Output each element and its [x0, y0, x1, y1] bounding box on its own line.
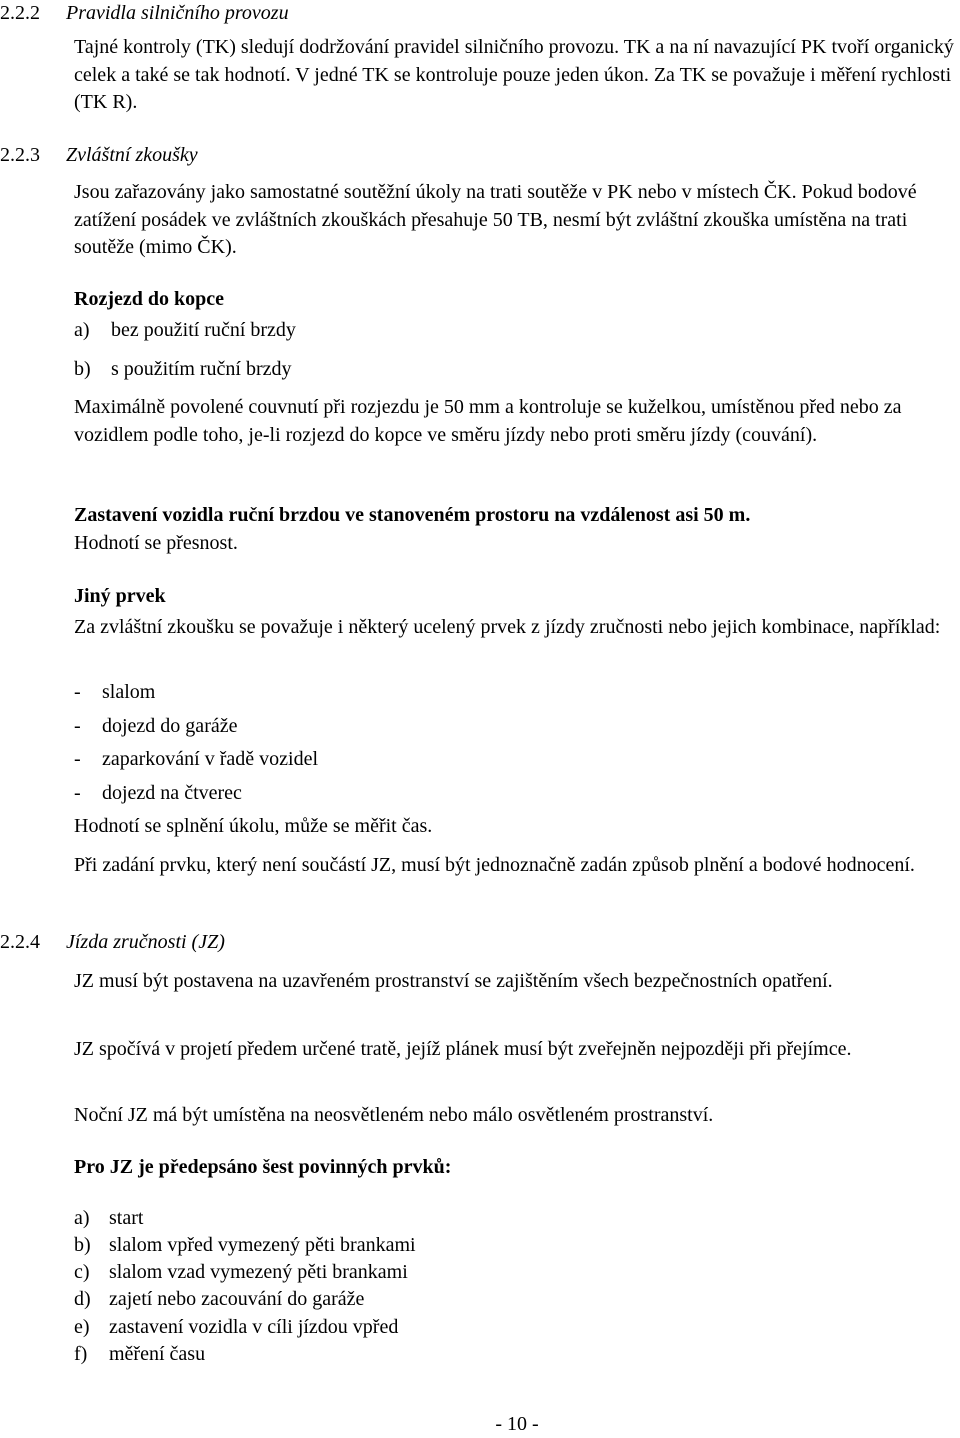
- section-number: 2.2.3: [0, 144, 40, 166]
- list-item: [74, 1341, 205, 1368]
- list-item: [74, 746, 318, 773]
- section-title: Pravidla silničního provozu: [66, 2, 289, 24]
- list-item: [74, 679, 155, 706]
- list-item-text: slalom vpřed vymezený pěti brankami: [109, 1234, 416, 1256]
- list-item-text: start: [109, 1207, 144, 1229]
- list-marker: b): [74, 1234, 91, 1256]
- list-item: [74, 780, 242, 807]
- list-item-text: zastavení vozidla v cíli jízdou vpřed: [109, 1316, 399, 1338]
- list-item-text: slalom vzad vymezený pěti brankami: [109, 1261, 408, 1283]
- list-item-text: slalom: [102, 681, 156, 703]
- list-marker: -: [74, 782, 81, 804]
- list-item: [74, 317, 296, 344]
- list-item: [74, 1259, 408, 1286]
- list-item-text: dojezd do garáže: [102, 715, 238, 737]
- subheading-jiny-prvek: Jiný prvek: [74, 585, 166, 607]
- paragraph-nocni-jz: Noční JZ má být umístěna na neosvětleném nebo málo osvětleném prostranství.: [74, 1104, 714, 1126]
- paragraph-couvnuti: Maximálně povolené couvnutí při rozjezdu je 50 mm a kontroluje se kuželkou, umístěnou před nebo za vozidlem podle toho, je-li rozjezd do kopce ve směru jízdy nebo proti směru jízdy (couvání).: [74, 396, 902, 446]
- text-hodnoti-splneni: Hodnotí se splnění úkolu, může se měřit čas.: [74, 815, 433, 837]
- list-marker: -: [74, 748, 81, 770]
- list-item-text: dojezd na čtverec: [102, 782, 242, 804]
- paragraph-jiny-prvek: Za zvláštní zkoušku se považuje i některý ucelený prvek z jízdy zručnosti nebo jejich kombinace, například:: [74, 616, 941, 638]
- section-heading-2-2-3: [0, 142, 198, 169]
- list-marker: a): [74, 319, 90, 341]
- paragraph-jz-spociva: JZ spočívá v projetí předem určené tratě, jejíž plánek musí být zveřejněn nejpozději při přejímce.: [74, 1038, 852, 1060]
- list-marker: -: [74, 681, 81, 703]
- list-marker: a): [74, 1207, 90, 1229]
- section-title: Jízda zručnosti (JZ): [66, 931, 225, 953]
- paragraph-zvlastni-zkousky: Jsou zařazovány jako samostatné soutěžní úkoly na trati soutěže v PK nebo v místech ČK. Pokud bodové zatížení posádek ve zvláštních zkouškách přesahuje 50 TB, nesmí být zvláštní zkouška umístěna na trati soutěže (mimo ČK).: [74, 181, 917, 258]
- list-item: [74, 1286, 364, 1313]
- paragraph-zadani-prvku: Při zadání prvku, který není součástí JZ, musí být jednoznačně zadán způsob plnění a bodové hodnocení.: [74, 854, 915, 876]
- list-item-text: zajetí nebo zacouvání do garáže: [109, 1288, 365, 1310]
- subheading-rozjezd: Rozjezd do kopce: [74, 288, 224, 310]
- subheading-zastaveni: Zastavení vozidla ruční brzdou ve stanoveném prostoru na vzdálenost asi 50 m.: [74, 504, 751, 526]
- list-item: [74, 356, 292, 383]
- list-item-text: s použitím ruční brzdy: [111, 358, 292, 380]
- section-heading-2-2-2: [0, 0, 289, 27]
- list-item: [74, 1232, 416, 1259]
- list-item-text: měření času: [109, 1343, 206, 1365]
- list-marker: f): [74, 1343, 88, 1365]
- list-item: [74, 713, 237, 740]
- paragraph-tajne-kontroly: Tajné kontroly (TK) sledují dodržování pravidel silničního provozu. TK a na ní navazující PK tvoří organický celek a také se tak hodnotí. V jedné TK se kontroluje pouze jeden úkon. Za TK se považuje i měření rychlosti (TK R).: [74, 36, 954, 113]
- section-title: Zvláštní zkoušky: [66, 144, 198, 166]
- section-heading-2-2-4: [0, 929, 225, 956]
- subheading-povinne-prvky: Pro JZ je předepsáno šest povinných prvků:: [74, 1156, 452, 1178]
- section-number: 2.2.2: [0, 2, 40, 24]
- list-marker: -: [74, 715, 81, 737]
- list-marker: c): [74, 1261, 90, 1283]
- text-hodnoti-presnost: Hodnotí se přesnost.: [74, 532, 238, 554]
- section-number: 2.2.4: [0, 931, 40, 953]
- list-item-text: bez použití ruční brzdy: [111, 319, 296, 341]
- list-item: [74, 1314, 398, 1341]
- list-item: [74, 1205, 143, 1232]
- paragraph-jz-postavena: JZ musí být postavena na uzavřeném prostranství se zajištěním všech bezpečnostních opatření.: [74, 970, 833, 992]
- list-marker: d): [74, 1288, 91, 1310]
- list-marker: b): [74, 358, 91, 380]
- list-marker: e): [74, 1316, 90, 1338]
- list-item-text: zaparkování v řadě vozidel: [102, 748, 319, 770]
- page-number: - 10 -: [495, 1413, 539, 1435]
